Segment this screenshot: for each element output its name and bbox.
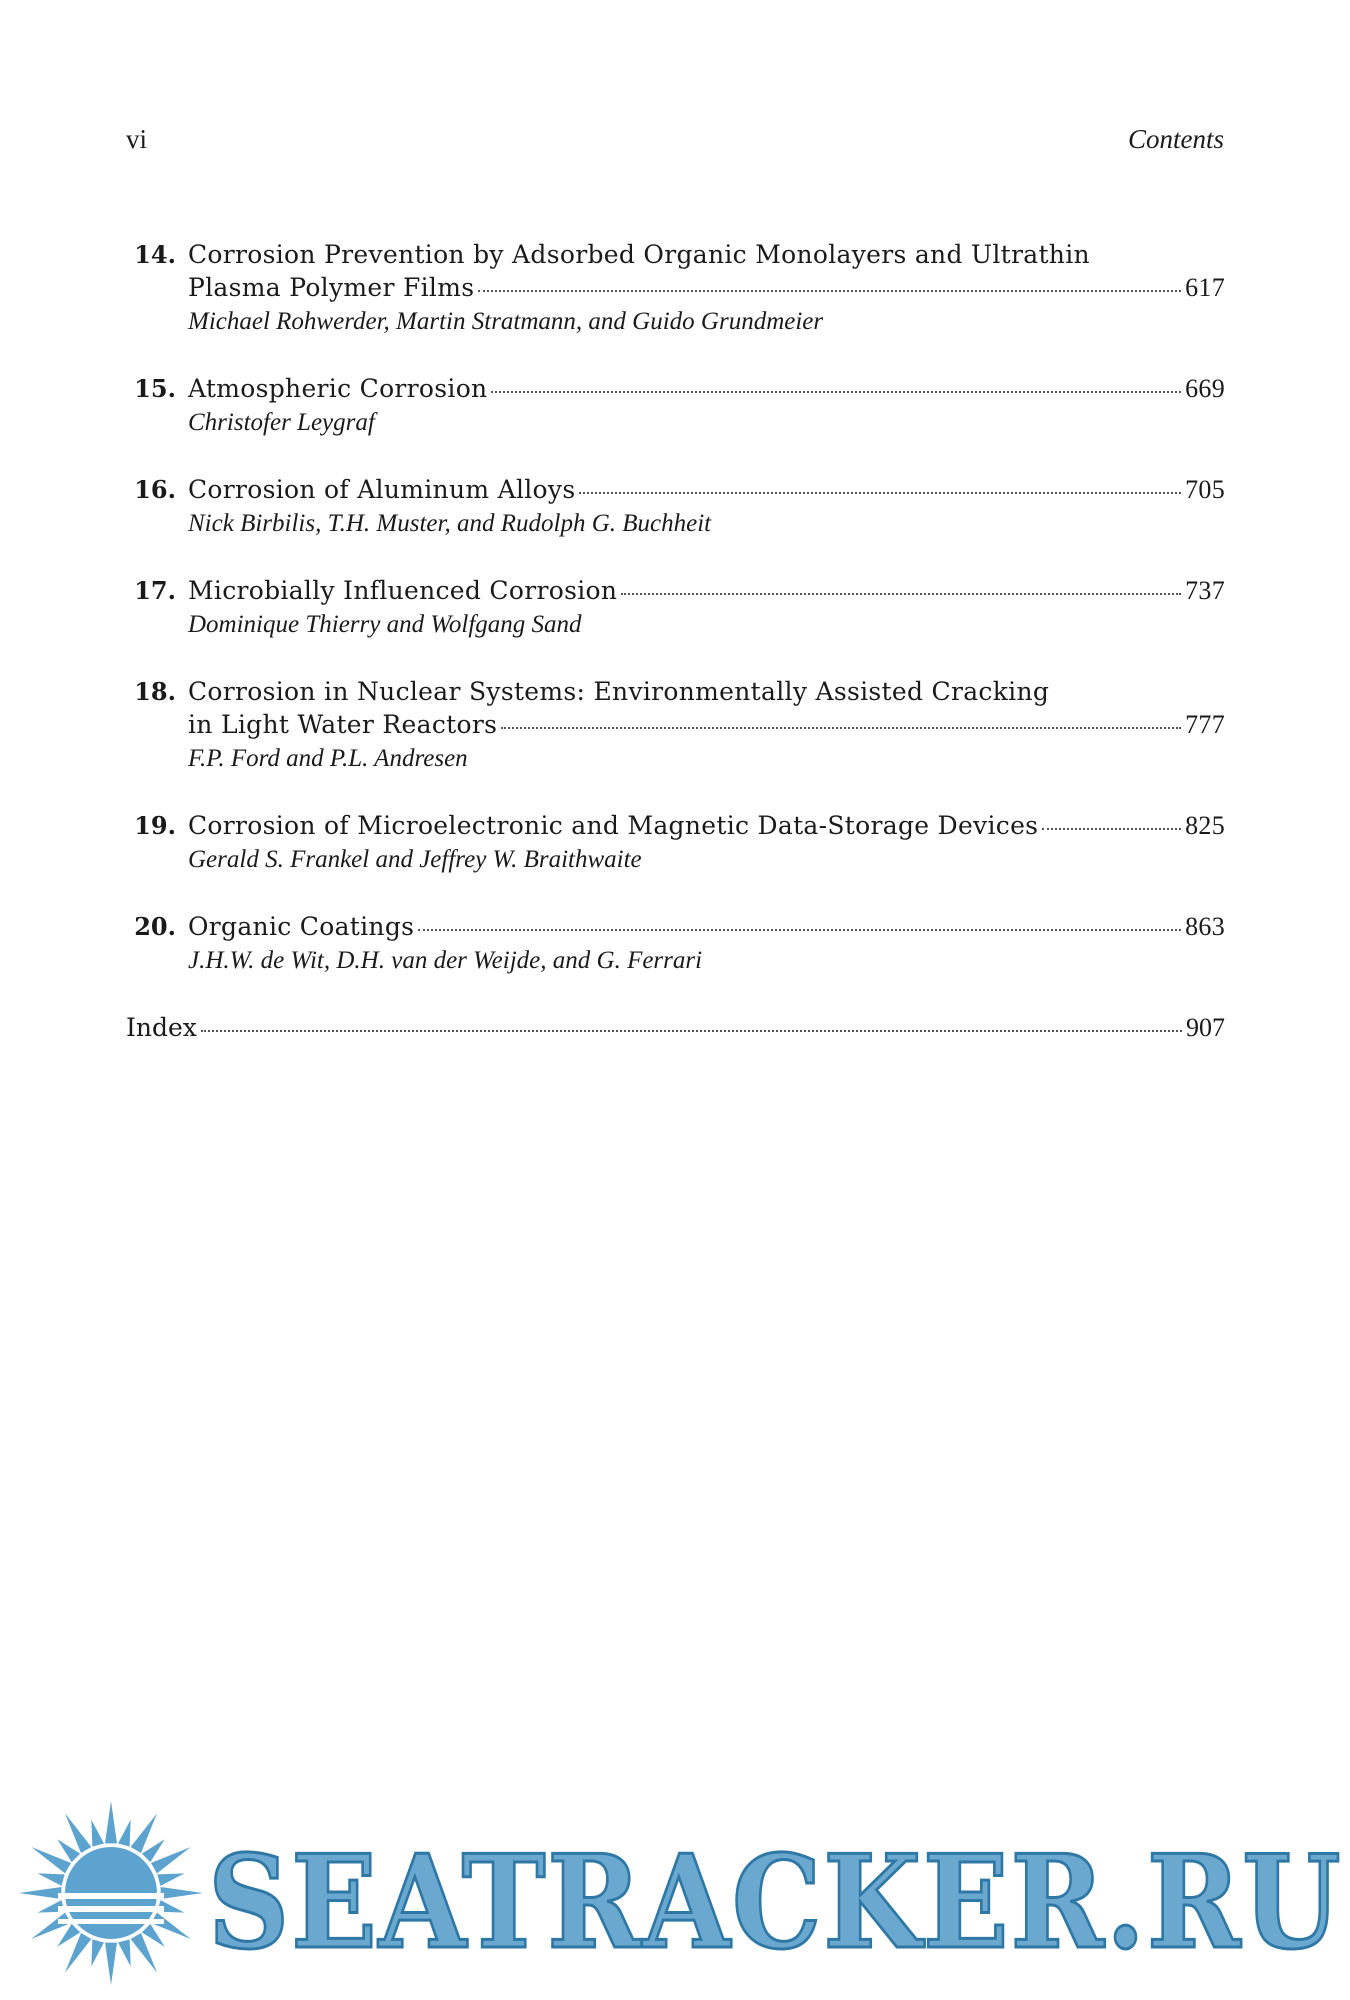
chapter-authors: Gerald S. Frankel and Jeffrey W. Braithwaite: [188, 846, 642, 873]
index-label: Index: [126, 1013, 197, 1042]
chapter-number: 19.: [134, 811, 176, 840]
watermark-text: SEATRACKER.RU: [208, 1828, 1343, 1978]
chapter-authors: Dominique Thierry and Wolfgang Sand: [188, 611, 582, 638]
toc-entry-15: [126, 372, 1225, 439]
chapter-authors: F.P. Ford and P.L. Andresen: [188, 745, 468, 772]
page-folio: vi: [126, 124, 148, 154]
sun-ray: [142, 1839, 165, 1862]
chapter-authors: J.H.W. de Wit, D.H. van der Weijde, and G. Ferrari: [188, 947, 703, 974]
chapter-page-number: 825: [1185, 811, 1225, 840]
toc-entry-18: [126, 675, 1225, 775]
chapter-authors: Nick Birbilis, T.H. Muster, and Rudolph G. Buchheit: [188, 510, 712, 537]
watermark-banner: [0, 1800, 1350, 2000]
chapter-authors: Michael Rohwerder, Martin Stratmann, and Guido Grundmeier: [188, 308, 824, 335]
toc-entry-19: [126, 809, 1225, 876]
chapter-number: 20.: [134, 912, 176, 941]
sun-ray: [105, 1801, 117, 1843]
sun-ray: [161, 1887, 203, 1899]
dot-leader: [501, 727, 1181, 729]
toc-entry-20: [126, 910, 1225, 977]
sun-ray: [91, 1939, 104, 1966]
chapter-title-line-2: Plasma Polymer Films: [188, 273, 475, 302]
toc-entry-14: [126, 238, 1225, 338]
chapter-page-number: 669: [1185, 374, 1225, 403]
chapter-page-number: 705: [1185, 475, 1225, 504]
sun-ray: [57, 1839, 80, 1862]
chapter-page-number: 777: [1185, 710, 1225, 739]
dot-leader: [418, 929, 1181, 931]
index-page-number: 907: [1186, 1013, 1225, 1042]
toc-entry-16: [126, 473, 1225, 540]
dot-leader: [201, 1030, 1182, 1032]
chapter-number: 15.: [134, 374, 176, 403]
chapter-page-number: 617: [1185, 273, 1225, 302]
dot-leader: [491, 391, 1181, 393]
sun-ray: [38, 1873, 65, 1886]
section-title: Contents: [1127, 124, 1224, 154]
sun-ray: [19, 1887, 61, 1899]
chapter-number: 16.: [134, 475, 176, 504]
dot-leader: [478, 290, 1181, 292]
dot-leader: [579, 492, 1181, 494]
chapter-title: Microbially Influenced Corrosion: [188, 576, 618, 605]
table-of-contents: [126, 238, 1225, 1044]
chapter-title: Corrosion of Microelectronic and Magnetic Data-Storage Devices: [188, 811, 1039, 840]
sun-ray: [105, 1943, 117, 1985]
chapter-page-number: 737: [1185, 576, 1225, 605]
chapter-title: Organic Coatings: [188, 912, 415, 941]
toc-entry-17: [126, 574, 1225, 641]
sun-ray: [57, 1924, 80, 1947]
chapter-number: 18.: [134, 677, 176, 706]
chapter-title-line-1: Corrosion Prevention by Adsorbed Organic Monolayers and Ultrathin: [188, 240, 1090, 269]
running-head: [126, 124, 1224, 155]
chapter-number: 17.: [134, 576, 176, 605]
chapter-title: Corrosion of Aluminum Alloys: [188, 475, 576, 504]
toc-entry-index: [126, 1011, 1225, 1044]
sun-ray: [91, 1820, 104, 1847]
sun-ray: [118, 1820, 131, 1847]
chapter-title-line-1: Corrosion in Nuclear Systems: Environmentally Assisted Cracking: [188, 677, 1050, 706]
sun-ray: [157, 1873, 184, 1886]
dot-leader: [621, 593, 1181, 595]
chapter-title: Atmospheric Corrosion: [188, 374, 488, 403]
sun-ray: [118, 1939, 131, 1966]
sun-ray: [142, 1924, 165, 1947]
sun-logo-icon: [18, 1800, 204, 1986]
chapter-authors: Christofer Leygraf: [188, 409, 375, 436]
chapter-title-line-2: in Light Water Reactors: [188, 710, 498, 739]
chapter-number: 14.: [134, 240, 176, 269]
dot-leader: [1042, 828, 1181, 830]
chapter-page-number: 863: [1185, 912, 1225, 941]
